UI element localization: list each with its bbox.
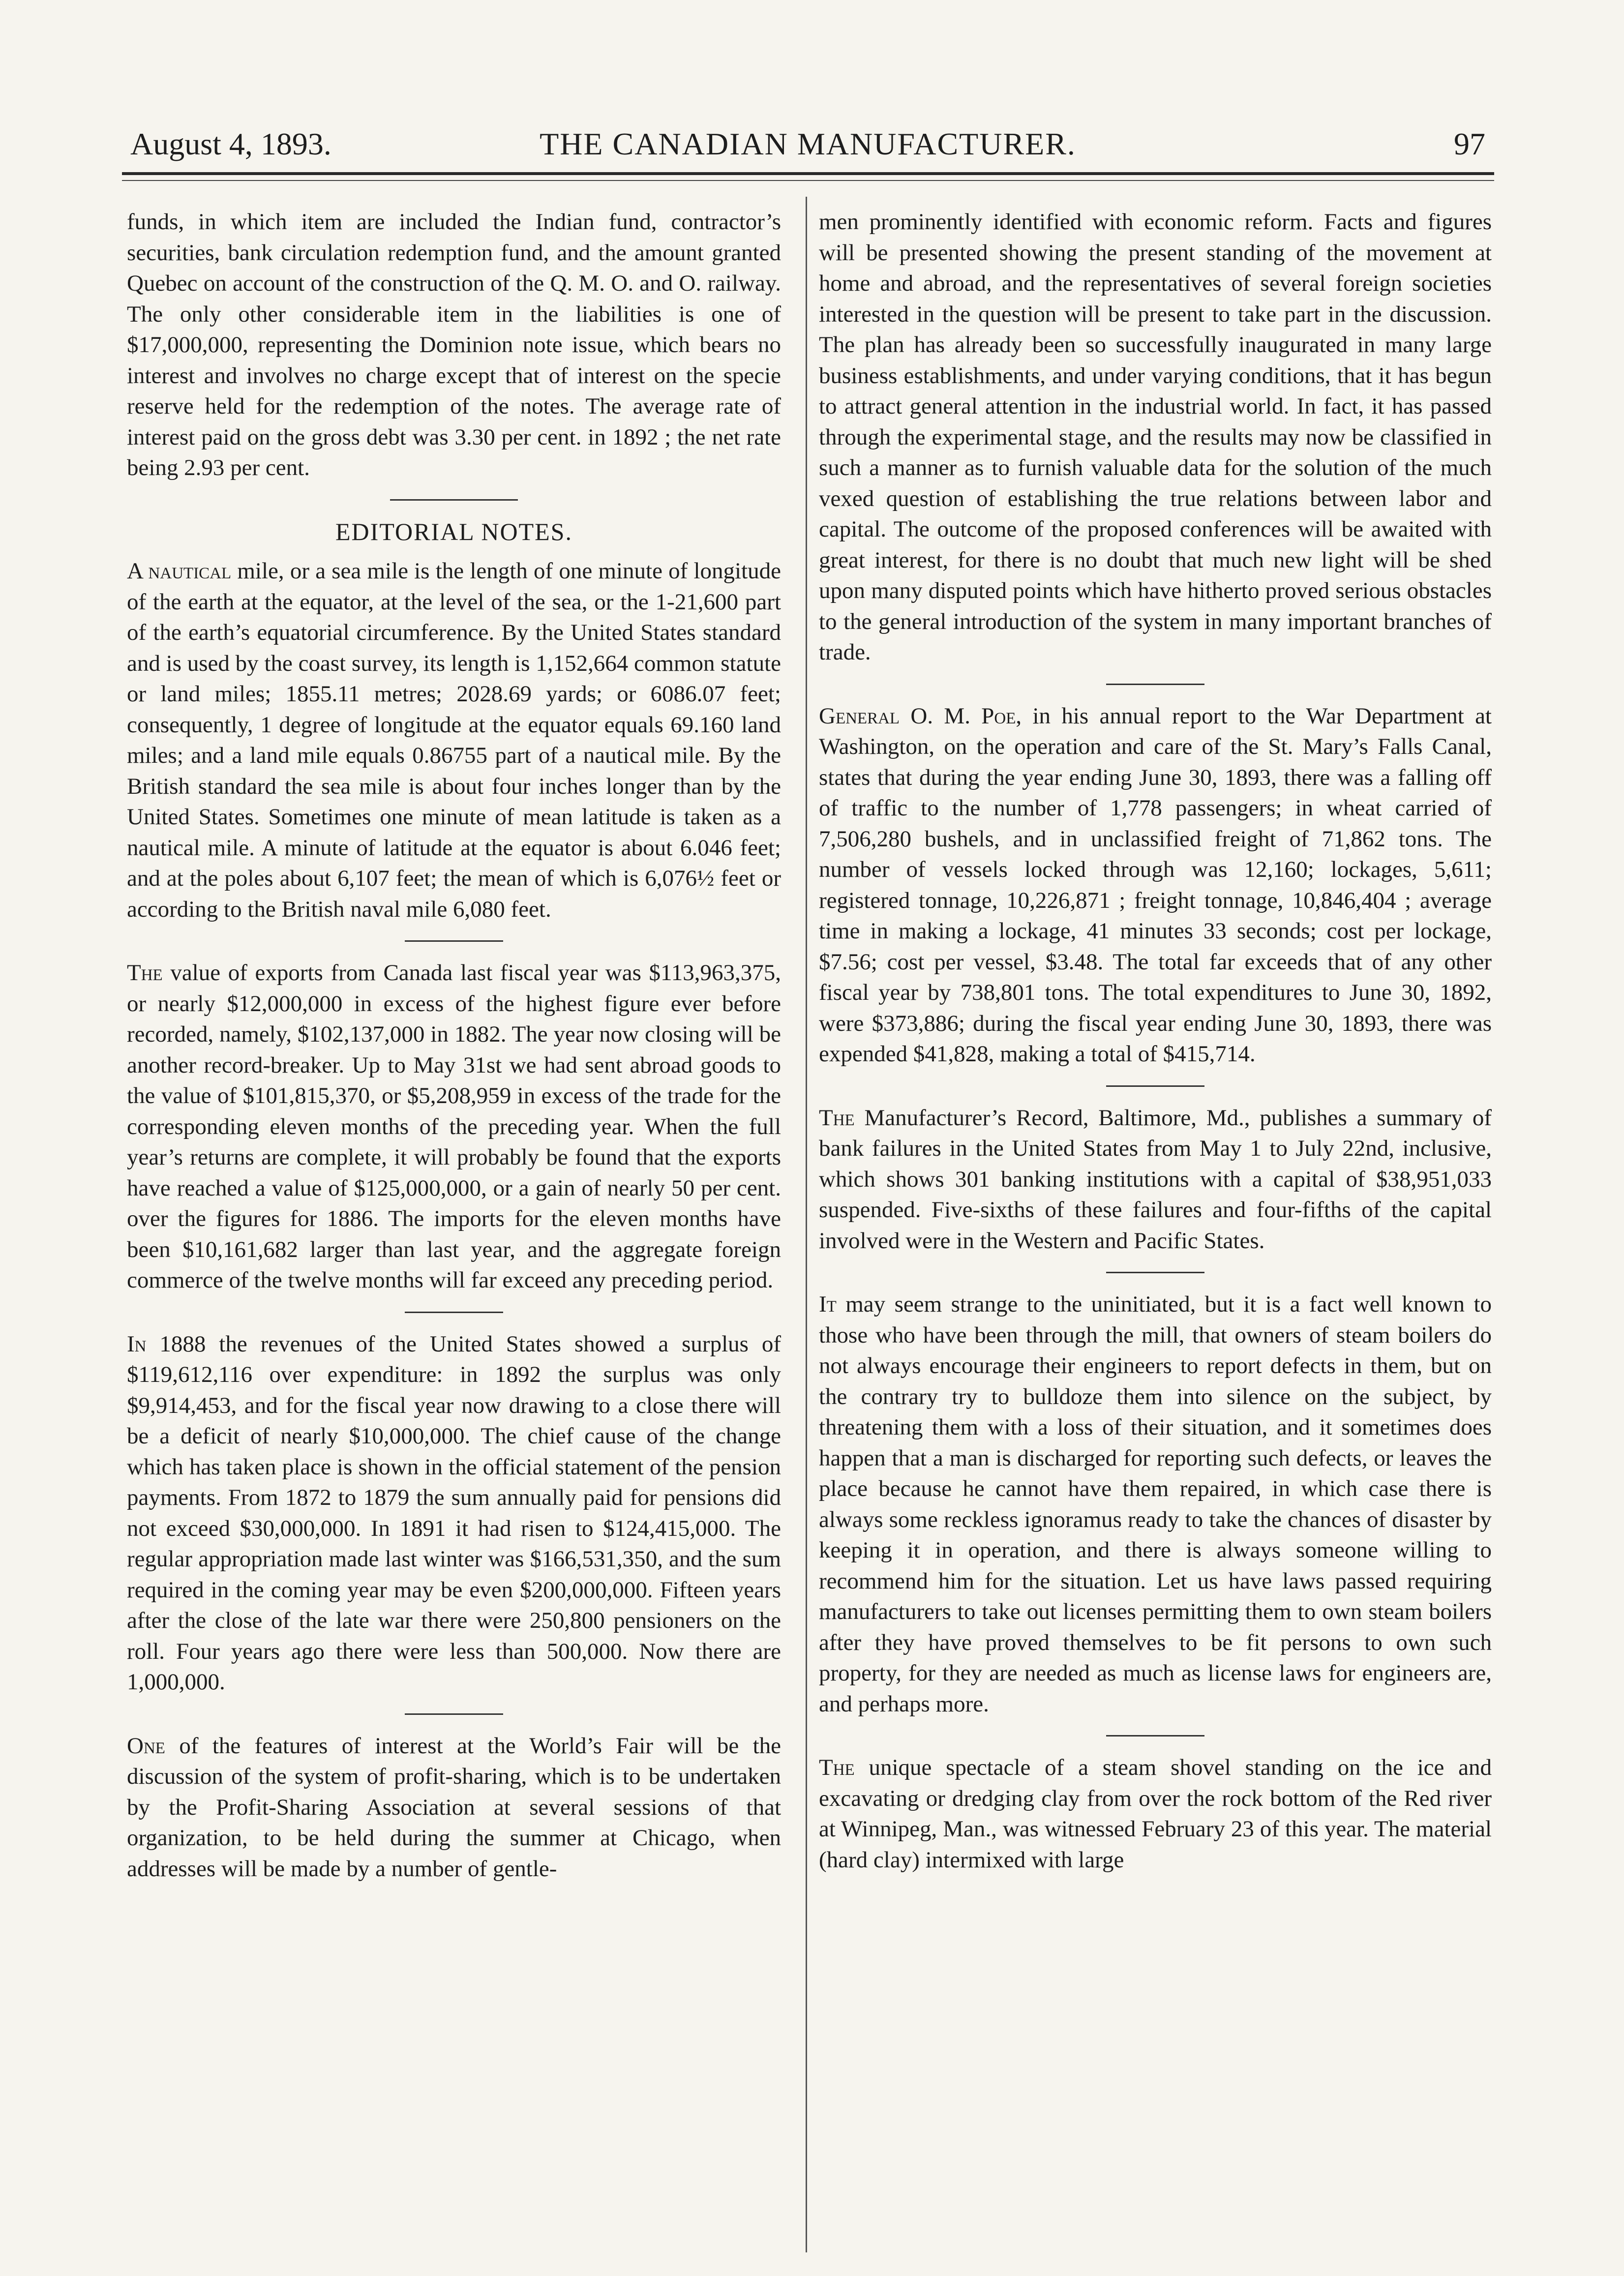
- separator-rule: [405, 940, 503, 942]
- paragraph-steam-shovel: [819, 1752, 1492, 1875]
- lead-in: General O. M. Poe,: [819, 703, 1022, 729]
- paragraph-funds: funds, in which item are included the Indian fund, contractor’s securities, bank circulation redemption fund, and the amount granted Quebec on account of the construction of the Q. M. O. and O. railway. The only other considerable item in the liabilities is one of $17,000,000, representing the Dominion note issue, which bears no interest and involves no charge except that of interest on the specie reserve held for the redemption of the notes. The average rate of interest paid on the gross debt was 3.30 per cent. in 1892 ; the net rate being 2.93 per cent.: [127, 209, 781, 480]
- header-rule-thin: [122, 180, 1494, 181]
- separator-rule: [1106, 1735, 1204, 1737]
- separator-rule: [390, 499, 518, 501]
- right-column: [819, 207, 1492, 1875]
- lead-in: A nautical: [127, 558, 232, 584]
- paragraph-text: value of exports from Canada last fiscal year was $113,963,375, or nearly $12,000,000 in excess of the highest figure ever before recorded, namely, $102,137,000 in 1882. The year now closing will be another record-breaker. Up to May 31st we had sent abroad goods to the value of $101,815,370, or $5,208,959 in excess of the trade for the corresponding eleven months of the preceding year. When the full year’s returns are complete, it will probably be found that the exports have reached a value of $125,000,000, or a gain of nearly 50 per cent. over the figures for 1886. The imports for the eleven months have been $10,161,682 larger than last year, and the aggregate foreign commerce of the twelve months will far exceed any preceding period.: [127, 960, 781, 1293]
- left-column: [127, 207, 781, 1884]
- separator-rule: [405, 1312, 503, 1313]
- lead-in: In: [127, 1331, 147, 1357]
- lead-in: It: [819, 1291, 837, 1317]
- page-number: 97: [1454, 126, 1485, 161]
- paragraph-profit-sharing-cont: men prominently identified with economic reform. Facts and figures will be presented showing the present standing of the movement at home and abroad, and the representatives of several foreign societies interested in the question will be present to take part in the discussion. The plan has already been so successfully inaugurated in many large business establishments, and under varying conditions, that it has begun to attract general attention in the industrial world. In fact, it has passed through the experimental stage, and the results may now be classified in such a manner as to furnish valuable data for the solution of the much vexed question of establishing the true relations between labor and capital. The outcome of the proposed conferences will be awaited with great interest, for there is no doubt that much new light will be shed upon many disputed points which have hitherto proved serious obstacles to the general introduction of the system in many important branches of trade.: [819, 209, 1492, 665]
- paragraph-profit-sharing: [127, 1731, 781, 1885]
- paragraph-nautical-mile: [127, 556, 781, 925]
- paragraph-exports: [127, 958, 781, 1296]
- paragraph-text: of the features of interest at the World’s Fair will be the discussion of the system of profit-sharing, which is to be undertaken by the Profit-Sharing Association at several sessions of that organization, to be held during the summer at Chicago, when addresses will be made by a number of gentle-: [127, 1733, 781, 1882]
- paragraph-steam-boilers: [819, 1289, 1492, 1719]
- paragraph-text: 1888 the revenues of the United States showed a surplus of $119,612,116 over expenditure: in 1892 the surplus was only $9,914,453, and for the fiscal year now drawing to a close there will be a deficit of nearly $10,000,000. The chief cause of the change which has taken place is shown in the official statement of the pension payments. From 1872 to 1879 the sum annually paid for pensions did not exceed $30,000,000. In 1891 it had risen to $124,415,000. The regular appropriation made last winter was $166,531,350, and the sum required in the coming year may be even $200,000,000. Fifteen years after the close of the late war there were 250,800 pensioners on the roll. Four years ago there were less than 500,000. Now there are 1,000,000.: [127, 1331, 781, 1695]
- page-header: [130, 122, 1485, 166]
- paragraph-text: Manufacturer’s Record, Baltimore, Md., publishes a summary of bank failures in the United States from May 1 to July 22nd, inclusive, which shows 301 banking institutions with a capital of $38,951,033 suspended. Five-sixths of these failures and four-fifths of the capital involved were in the Western and Pacific States.: [819, 1105, 1492, 1254]
- paragraph-us-revenues: [127, 1329, 781, 1698]
- paragraph-text: in his annual report to the War Department at Washington, on the operation and care of the St. Mary’s Falls Canal, states that during the year ending June 30, 1893, there was a falling off of traffic to the number of 1,778 passengers; in wheat carried of 7,506,280 bushels, and in unclassified freight of 71,862 tons. The number of vessels locked through was 12,160; lockages, 5,611; registered tonnage, 10,226,871 ; freight tonnage, 10,846,404 ; average time in making a lockage, 41 minutes 33 seconds; cost per lockage, $7.56; cost per vessel, $3.48. The total far exceeds that of any other fiscal year by 738,801 tons. The total expenditures to June 30, 1892, were $373,886; during the fiscal year ending June 30, 1893, there was expended $41,828, making a total of $415,714.: [819, 703, 1492, 1067]
- publication-title: THE CANADIAN MANUFACTURER.: [540, 126, 1076, 161]
- paragraph-text: mile, or a sea mile is the length of one minute of longitude of the earth at the equator, at the level of the sea, or the 1-21,600 part of the earth’s equatorial circumference. By the United States standard and is used by the coast survey, its length is 1,152,664 common statute or land miles; 1855.11 metres; 2028.69 yards; or 6086.07 feet; consequently, 1 degree of longitude at the equator equals 69.160 land miles; and a land mile equals 0.86755 part of a nautical mile. By the British standard the sea mile is about four inches longer than by the United States. Sometimes one minute of mean latitude is taken as a nautical mile. A minute of latitude at the equator is about 6.046 feet; and at the poles about 6,107 feet; the mean of which is 6,076½ feet or according to the British naval mile 6,080 feet.: [127, 558, 781, 922]
- lead-in: The: [127, 960, 163, 986]
- paragraph-canal-report: [819, 701, 1492, 1070]
- paragraph-text: may seem strange to the uninitiated, but it is a fact well known to those who have been through the mill, that owners of steam boilers do not always encourage their engineers to report defects in them, but on the contrary try to bulldoze them into silence on the subject, by threatening them with a loss of their situation, and it sometimes does happen that a man is discharged for reporting such defects, or leaves the place because he cannot have them repaired, in which case there is always some reckless ignoramus ready to take the chances of disaster by keeping it in operation, and there is always someone willing to recommend him for the situation. Let us have laws passed requiring manufacturers to take out licenses permitting them to own steam boilers after they have proved themselves to be fit persons to own such property, for they are needed as much as license laws for engineers are, and perhaps more.: [819, 1291, 1492, 1717]
- column-divider: [806, 197, 807, 2252]
- section-heading: EDITORIAL NOTES.: [335, 517, 572, 545]
- paragraph-text: unique spectacle of a steam shovel standing on the ice and excavating or dredging clay from over the rock bottom of the Red river at Winnipeg, Man., was witnessed February 23 of this year. The material (hard clay) intermixed with large: [819, 1755, 1492, 1873]
- separator-rule: [405, 1713, 503, 1715]
- paragraph-bank-failures: [819, 1103, 1492, 1257]
- separator-rule: [1106, 684, 1204, 685]
- lead-in: The: [819, 1105, 855, 1131]
- issue-date: August 4, 1893.: [130, 126, 331, 161]
- separator-rule: [1106, 1085, 1204, 1087]
- lead-in: The: [819, 1755, 855, 1780]
- lead-in: One: [127, 1733, 165, 1759]
- separator-rule: [1106, 1272, 1204, 1273]
- header-rule-thick: [122, 172, 1494, 175]
